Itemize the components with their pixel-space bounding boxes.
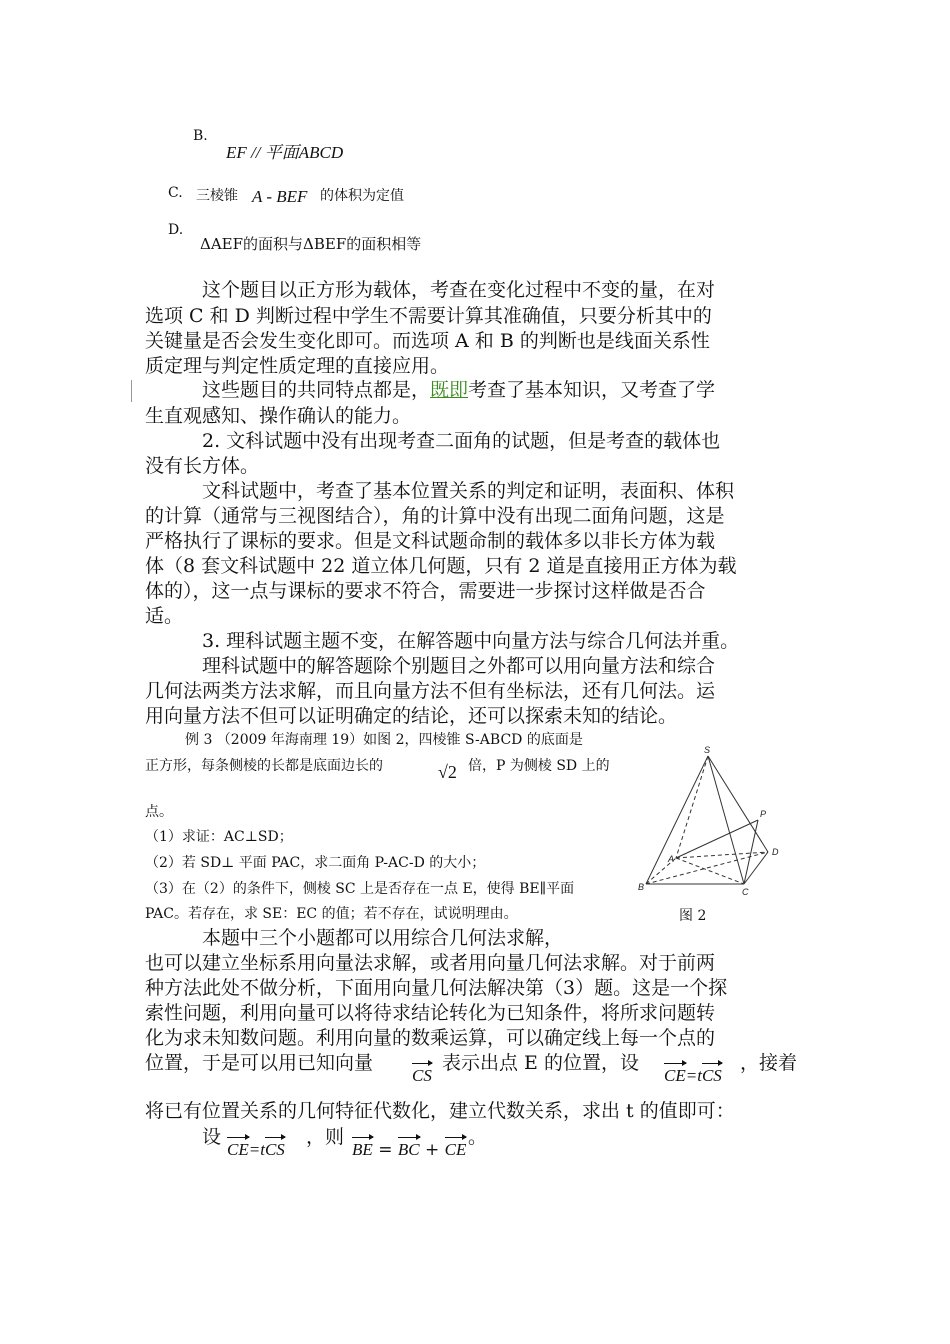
solution-line: 种方法此处不做分析，下面用向量几何法解决第（3）题。这是一个探	[145, 977, 728, 999]
option-b-label: B.	[193, 128, 208, 144]
solution-line: ，接着	[740, 1052, 798, 1074]
diag-ac-hidden	[676, 858, 744, 884]
equation-be-sum: BE = BC + CE	[352, 1140, 467, 1160]
paragraph-line: 这个题目以正方形为载体，考查在变化过程中不变的量，在对	[202, 279, 716, 301]
sqrt-two: √2	[438, 762, 457, 782]
edge-sa-hidden	[676, 756, 708, 858]
edge-sb	[646, 756, 708, 884]
equation-ce-tcs: CE=tCS	[227, 1140, 285, 1159]
vertex-label: P	[760, 809, 767, 819]
paragraph-line: 关键量是否会发生变化即可。而选项 A 和 B 的判断也是线面关系性	[145, 330, 710, 352]
example-line: 点。	[145, 804, 173, 820]
paragraph-line: 体的），这一点与课标的要求不符合，需要进一步探讨这样做是否合	[145, 580, 706, 602]
option-c-post: 的体积为定值	[320, 188, 404, 204]
p2-pre: 这些题目的共同特点都是，	[202, 379, 431, 401]
figure-caption: 图 2	[679, 908, 707, 924]
question-2: （2）若 SD⊥ 平面 PAC，求二面角 P-AC-D 的大小；	[145, 855, 486, 871]
solution-line: 将已有位置关系的几何特征代数化，建立代数关系，求出 t 的值即可：	[145, 1100, 735, 1122]
option-d-label: D.	[168, 222, 184, 238]
edge-ad-hidden	[676, 852, 768, 858]
p2-post: 考查了基本知识，又考查了学	[468, 379, 716, 401]
pyramid-figure	[636, 742, 796, 902]
paragraph-line: 几何法两类方法求解，而且向量方法不但有坐标法，还有几何法。运	[145, 680, 716, 702]
vertex-label: S	[704, 745, 711, 755]
solution-line: 本题中三个小题都可以用综合几何法求解，	[202, 927, 564, 949]
section-heading: 2. 文科试题中没有出现考查二面角的试题，但是考查的载体也	[202, 430, 721, 452]
vertex-label: A	[668, 854, 675, 864]
example-line: 正方形，每条侧棱的长都是底面边长的	[145, 758, 383, 774]
option-b-text: EF // 平面ABCD	[226, 143, 344, 162]
paragraph-line: 适。	[145, 605, 184, 627]
question-3: （3）在（2）的条件下，侧棱 SC 上是否存在一点 E，使得 BE∥平面	[145, 881, 575, 897]
example-line: 倍，P 为侧棱 SD 上的	[468, 758, 610, 774]
option-c-math: A - BEF	[252, 187, 308, 206]
paragraph-line: 体（8 套文科试题中 22 道立体几何题，只有 2 道是直接用正方体为载	[145, 555, 737, 577]
paragraph-line: 严格执行了课标的要求。但是文科试题命制的载体多以非长方体为载	[145, 530, 716, 552]
question-1: （1）求证：AC⊥SD；	[145, 829, 293, 845]
solution-line: 位置，于是可以用已知向量	[145, 1052, 374, 1074]
text-cursor	[131, 380, 132, 402]
equation-ce-tcs: CE=tCS	[664, 1066, 722, 1085]
option-c-label: C.	[168, 185, 183, 201]
question-3: PAC。若存在，求 SE：EC 的值；若不存在，试说明理由。	[145, 906, 518, 922]
solution-line: 索性问题，利用向量可以将待求结论转化为已知条件，将所求问题转	[145, 1002, 716, 1024]
paragraph-line: 理科试题中的解答题除个别题目之外都可以用向量方法和综合	[202, 655, 716, 677]
solution-line: 化为求未知数问题。利用向量的数乘运算，可以确定线上每一个点的	[145, 1027, 716, 1049]
section-heading: 没有长方体。	[145, 455, 260, 477]
option-d-text: ΔAEF的面积与ΔBEF的面积相等	[200, 235, 422, 253]
paragraph-line: 用向量方法不但可以证明确定的结论，还可以探索未知的结论。	[145, 705, 678, 727]
example-line: 例 3 （2009 年海南理 19）如图 2，四棱锥 S-ABCD 的底面是	[185, 732, 583, 748]
option-c-pre: 三棱锥	[196, 188, 238, 204]
paragraph-line: 的计算（通常与三视图结合），角的计算中没有出现二面角问题，这是	[145, 505, 725, 527]
solution-line: 表示出点 E 的位置，设	[442, 1052, 639, 1074]
solution-line: 。	[468, 1126, 488, 1148]
solution-line: 也可以建立坐标系用向量法求解，或者用向量几何法求解。对于前两	[145, 952, 716, 974]
paragraph-line	[202, 377, 715, 403]
vector-cs: CS	[412, 1066, 432, 1085]
vertex-label: D	[772, 847, 779, 857]
section-heading: 3. 理科试题主题不变，在解答题中向量方法与综合几何法并重。	[202, 630, 740, 652]
paragraph-line: 质定理与判定性质定理的直接应用。	[145, 355, 450, 377]
paragraph-line: 选项 C 和 D 判断过程中学生不需要计算其准确值，只要分析其中的	[145, 305, 712, 327]
paragraph-line: 文科试题中，考查了基本位置关系的判定和证明，表面积、体积	[202, 480, 735, 502]
vertex-label: C	[742, 887, 749, 897]
solution-line: ，则	[306, 1126, 345, 1148]
edge-pa	[676, 820, 758, 858]
solution-line: 设	[202, 1126, 222, 1148]
edge-sd	[708, 756, 768, 852]
edge-sc	[708, 756, 744, 884]
paragraph-line: 生直观感知、操作确认的能力。	[145, 405, 412, 427]
tracked-change-mark: 既即	[430, 379, 469, 401]
vertex-label: B	[638, 882, 645, 892]
